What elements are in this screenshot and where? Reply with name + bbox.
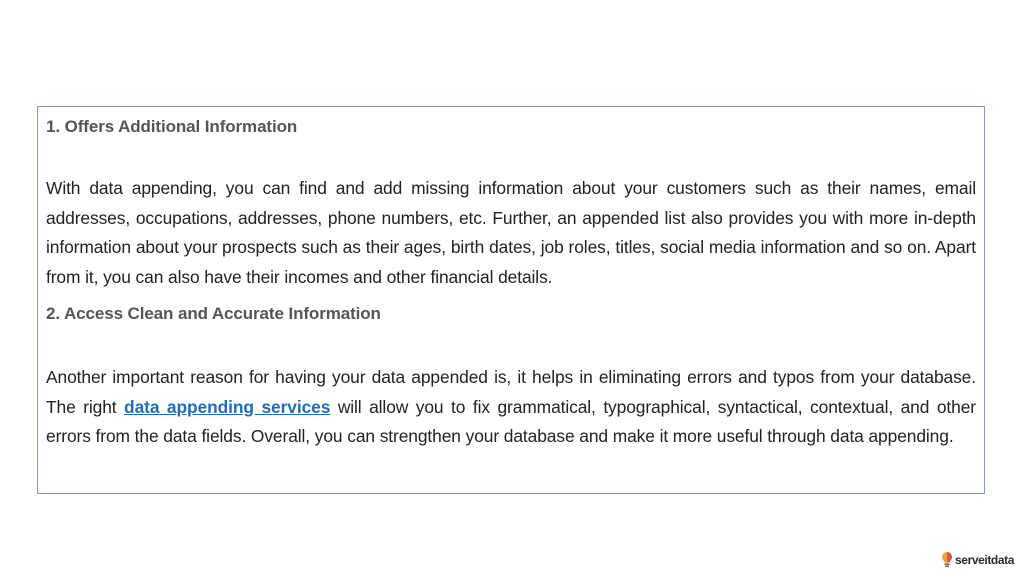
section-paragraph-additional-information: With data appending, you can find and add missing information about your customers such as their names, email addresses, occupations, addresses, phone numbers, etc. Further, an appended list also provides you with more in-depth information about your prospects such as their ages, birth dates, job roles, titles, social media information and so on. Apart from it, you can also have their incomes and other financial details. [46,178,976,287]
serveitdata-logo [941,550,1014,570]
logo-text: serveitdata [955,553,1014,567]
paragraph-text-after-link: will allow you to fix grammatical, typographical, syntactical, contextual, and other errors from the data fields. Overall, you can strengthen your database and make it more useful through data appending. [46,396,976,446]
section-heading-additional-information: 1. Offers Additional Information [46,117,298,136]
data-appending-services-link[interactable]: data appending services [124,396,331,417]
lightbulb-icon [941,551,953,569]
section-heading-clean-information: 2. Access Clean and Accurate Information [46,304,381,323]
paragraph-text-before-link: Another important reason for having your data appended is, it helps in eliminating errors and typos from your database. The right [46,367,976,417]
section-paragraph-clean-information [46,363,976,452]
content-box [37,106,985,494]
